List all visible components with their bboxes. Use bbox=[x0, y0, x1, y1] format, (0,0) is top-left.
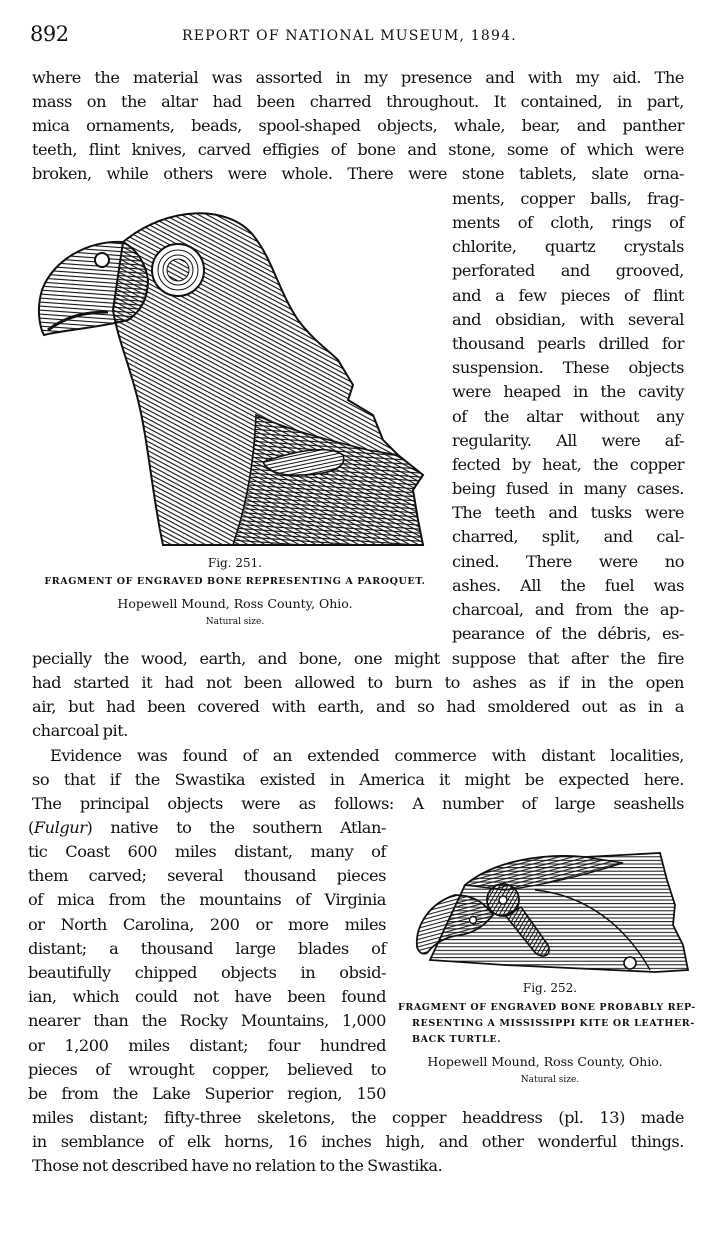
running-head: REPORT OF NATIONAL MUSEUM, 1894. bbox=[182, 28, 517, 44]
body-line: them carved; several thousand pieces bbox=[28, 866, 386, 885]
figure-251 bbox=[28, 200, 438, 550]
body-line: or 1,200 miles distant; four hundred bbox=[28, 1036, 386, 1055]
body-line: Evidence was found of an extended commerce with distant localities, bbox=[50, 746, 684, 765]
body-line: pearance of the débris, es- bbox=[452, 624, 684, 643]
body-line: charred, split, and cal- bbox=[452, 527, 684, 546]
fig-251-title: FRAGMENT OF ENGRAVED BONE REPRESENTING A PAROQUET. bbox=[44, 576, 426, 587]
body-line: perforated and grooved, bbox=[452, 261, 684, 280]
body-line: charcoal pit. bbox=[32, 721, 129, 740]
body-line: nearer than the Rocky Mountains, 1,000 bbox=[28, 1011, 386, 1030]
fig-252-title-line: FRAGMENT OF ENGRAVED BONE PROBABLY REP- bbox=[398, 1002, 696, 1013]
body-line: pieces of wrought copper, believed to bbox=[28, 1060, 386, 1079]
body-line: and a few pieces of flint bbox=[452, 286, 684, 305]
body-line: ments, copper balls, frag- bbox=[452, 189, 684, 208]
body-line: mass on the altar had been charred throughout. It contained, in part, bbox=[32, 92, 684, 111]
kite-hole bbox=[624, 957, 636, 969]
body-line: broken, while others were whole. There were stone tablets, slate orna- bbox=[32, 164, 684, 183]
body-line: pecially the wood, earth, and bone, one might suppose that after the fire bbox=[32, 649, 684, 668]
body-line: miles distant; fifty-three skeletons, the copper headdress (pl. 13) made bbox=[32, 1108, 684, 1127]
body-line: fected by heat, the copper bbox=[452, 455, 684, 474]
body-line: had started it had not been allowed to burn to ashes as if in the open bbox=[32, 673, 684, 692]
body-line: air, but had been covered with earth, and so had smoldered out as in a bbox=[32, 697, 684, 716]
fig-252-location: Hopewell Mound, Ross County, Ohio. bbox=[427, 1054, 663, 1069]
body-line: distant; a thousand large blades of bbox=[28, 939, 386, 958]
body-line: cined. There were no bbox=[452, 552, 684, 571]
body-line: The principal objects were as follows: A number of large seashells bbox=[32, 794, 684, 813]
body-line: so that if the Swastika existed in America it might be expected here. bbox=[32, 770, 684, 789]
fig-252-title-line: RESENTING A MISSISSIPPI KITE OR LEATHER- bbox=[412, 1018, 695, 1029]
body-line: tic Coast 600 miles distant, many of bbox=[28, 842, 386, 861]
body-line: teeth, flint knives, carved effigies of bone and stone, some of which were bbox=[32, 140, 684, 159]
body-line: (Fulgur) native to the southern Atlan- bbox=[28, 818, 386, 837]
body-line: where the material was assorted in my presence and with my aid. The bbox=[32, 68, 684, 87]
fig-251-label: Fig. 251. bbox=[207, 556, 263, 570]
body-line: of the altar without any bbox=[452, 407, 684, 426]
body-line: being fused in many cases. bbox=[452, 479, 684, 498]
body-line: thousand pearls drilled for bbox=[452, 334, 684, 353]
body-line: in semblance of elk horns, 16 inches high, and other wonderful things. bbox=[32, 1132, 684, 1151]
kite-engraving-image bbox=[405, 845, 695, 975]
page-number: 892 bbox=[30, 22, 69, 46]
fig-252-scale: Natural size. bbox=[520, 1075, 580, 1085]
body-line: charcoal, and from the ap- bbox=[452, 600, 684, 619]
paroquet-nostril bbox=[95, 253, 109, 267]
body-line: or North Carolina, 200 or more miles bbox=[28, 915, 386, 934]
fig-251-scale: Natural size. bbox=[205, 617, 265, 627]
body-line: were heaped in the cavity bbox=[452, 382, 684, 401]
body-line: ments of cloth, rings of bbox=[452, 213, 684, 232]
body-line: ian, which could not have been found bbox=[28, 987, 386, 1006]
body-line: ashes. All the fuel was bbox=[452, 576, 684, 595]
body-line: suspension. These objects bbox=[452, 358, 684, 377]
body-line: beautifully chipped objects in obsid- bbox=[28, 963, 386, 982]
body-line: mica ornaments, beads, spool-shaped objects, whale, bear, and panther bbox=[32, 116, 684, 135]
body-line: of mica from the mountains of Virginia bbox=[28, 890, 386, 909]
fig-252-title-line: BACK TURTLE. bbox=[412, 1034, 502, 1045]
body-line: The teeth and tusks were bbox=[452, 503, 684, 522]
figure-252 bbox=[405, 845, 695, 975]
body-line: Those not described have no relation to the Swastika. bbox=[32, 1156, 443, 1175]
fig-251-location: Hopewell Mound, Ross County, Ohio. bbox=[117, 596, 353, 611]
body-line: be from the Lake Superior region, 150 bbox=[28, 1084, 386, 1103]
paroquet-engraving-image bbox=[28, 200, 438, 550]
body-line: regularity. All were af- bbox=[452, 431, 684, 450]
body-line: chlorite, quartz crystals bbox=[452, 237, 684, 256]
kite-nostril bbox=[470, 917, 477, 924]
fulgur-italic: Fulgur bbox=[33, 818, 87, 837]
body-line: and obsidian, with several bbox=[452, 310, 684, 329]
fig-252-label: Fig. 252. bbox=[522, 981, 578, 995]
fulgur-rest: ) native to the southern Atlan- bbox=[86, 818, 386, 837]
